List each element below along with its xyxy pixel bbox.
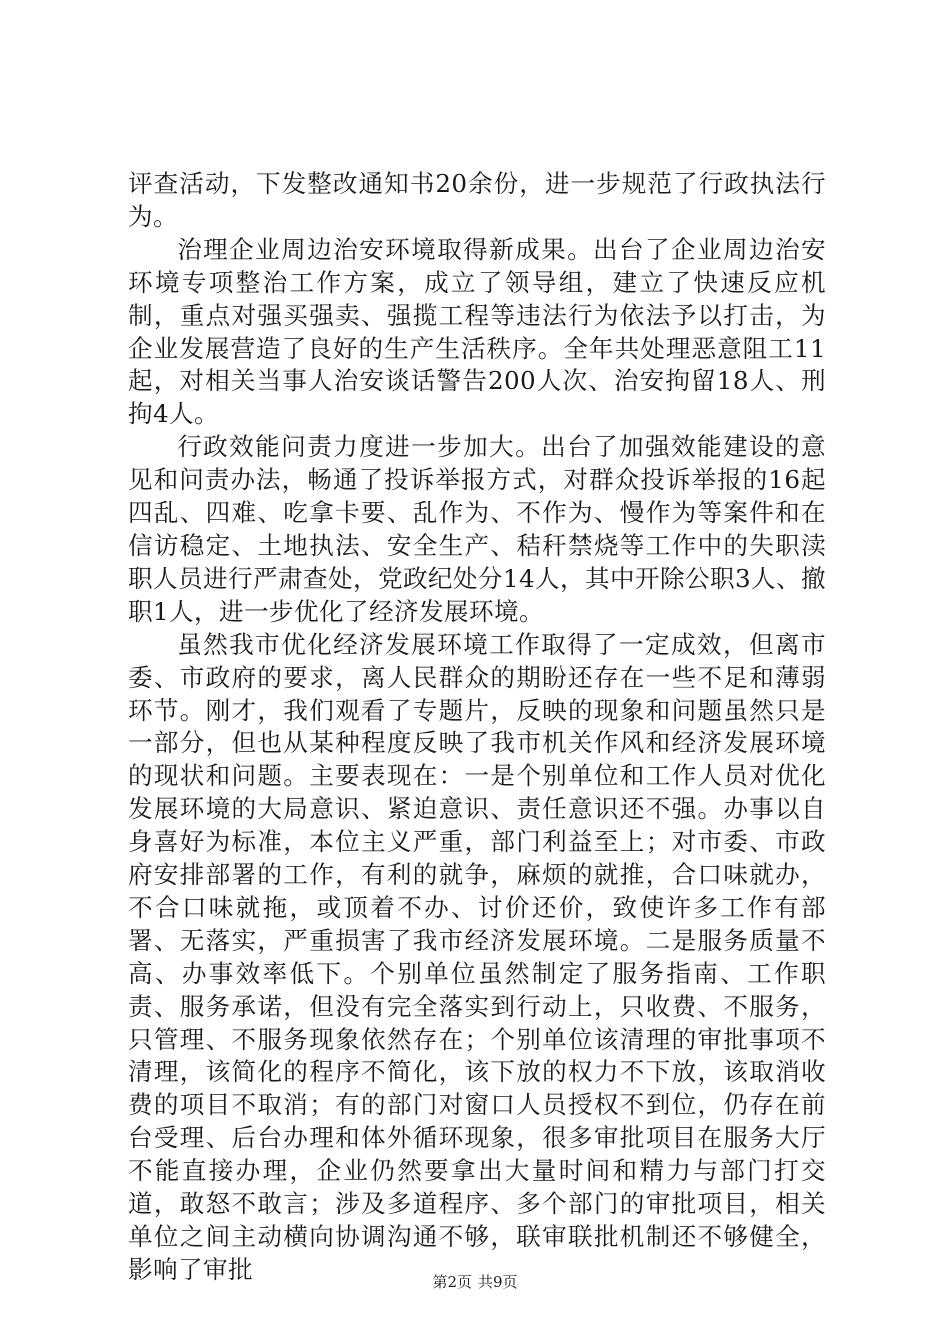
page-total: 共9页 bbox=[478, 1273, 518, 1291]
page-number: 第2页 bbox=[432, 1273, 472, 1291]
page-footer bbox=[0, 1272, 950, 1292]
paragraph: 行政效能问责力度进一步加大。出台了加强效能建设的意见和问责办法，畅通了投诉举报方式，对群众投诉举报的16起四乱、四难、吃拿卡要、乱作为、不作为、慢作为等案件和在信访稳定、土地执法、安全生产、秸秆禁烧等工作中的失职渎职人员进行严肃查处，党政纪处分14人，其中开除公职3人、撤职1人，进一步优化了经济发展环境。 bbox=[128, 432, 826, 626]
paragraph: 虽然我市优化经济发展环境工作取得了一定成效，但离市委、市政府的要求，离人民群众的期盼还存在一些不足和薄弱环节。刚才，我们观看了专题片，反映的现象和问题虽然只是一部分，但也从某种程度反映了我市机关作风和经济发展环境的现状和问题。主要表现在：一是个别单位和工作人员对优化发展环境的大局意识、紧迫意识、责任意识还不强。办事以自身喜好为标准，本位主义严重，部门利益至上；对市委、市政府安排部署的工作，有利的就争，麻烦的就推，合口味就办，不合口味就拖，或顶着不办、讨价还价，致使许多工作有部署、无落实，严重损害了我市经济发展环境。二是服务质量不高、办事效率低下。个别单位虽然制定了服务指南、工作职责、服务承诺，但没有完全落实到行动上，只收费、不服务，只管理、不服务现象依然存在；个别单位该清理的审批事项不清理，该简化的程序不简化，该下放的权力不下放，该取消收费的项目不取消；有的部门对窗口人员授权不到位，仍存在前台受理、后台办理和体外循环现象，很多审批项目在服务大厅不能直接办理，企业仍然要拿出大量时间和精力与部门打交道，敢怒不敢言；涉及多道程序、多个部门的审批项目，相关单位之间主动横向协调沟通不够，联审联批机制还不够健全，影响了审批 bbox=[128, 629, 826, 1284]
paragraph: 评查活动，下发整改通知书20余份，进一步规范了行政执法行为。 bbox=[128, 169, 826, 231]
document-body bbox=[128, 168, 826, 1287]
paragraph: 治理企业周边治安环境取得新成果。出台了企业周边治安环境专项整治工作方案，成立了领导组，建立了快速反应机制，重点对强买强卖、强揽工程等违法行为依法予以打击，为企业发展营造了良好的生产生活秩序。全年共处理恶意阻工11起，对相关当事人治安谈话警告200人次、治安拘留18人、刑拘4人。 bbox=[128, 234, 826, 429]
